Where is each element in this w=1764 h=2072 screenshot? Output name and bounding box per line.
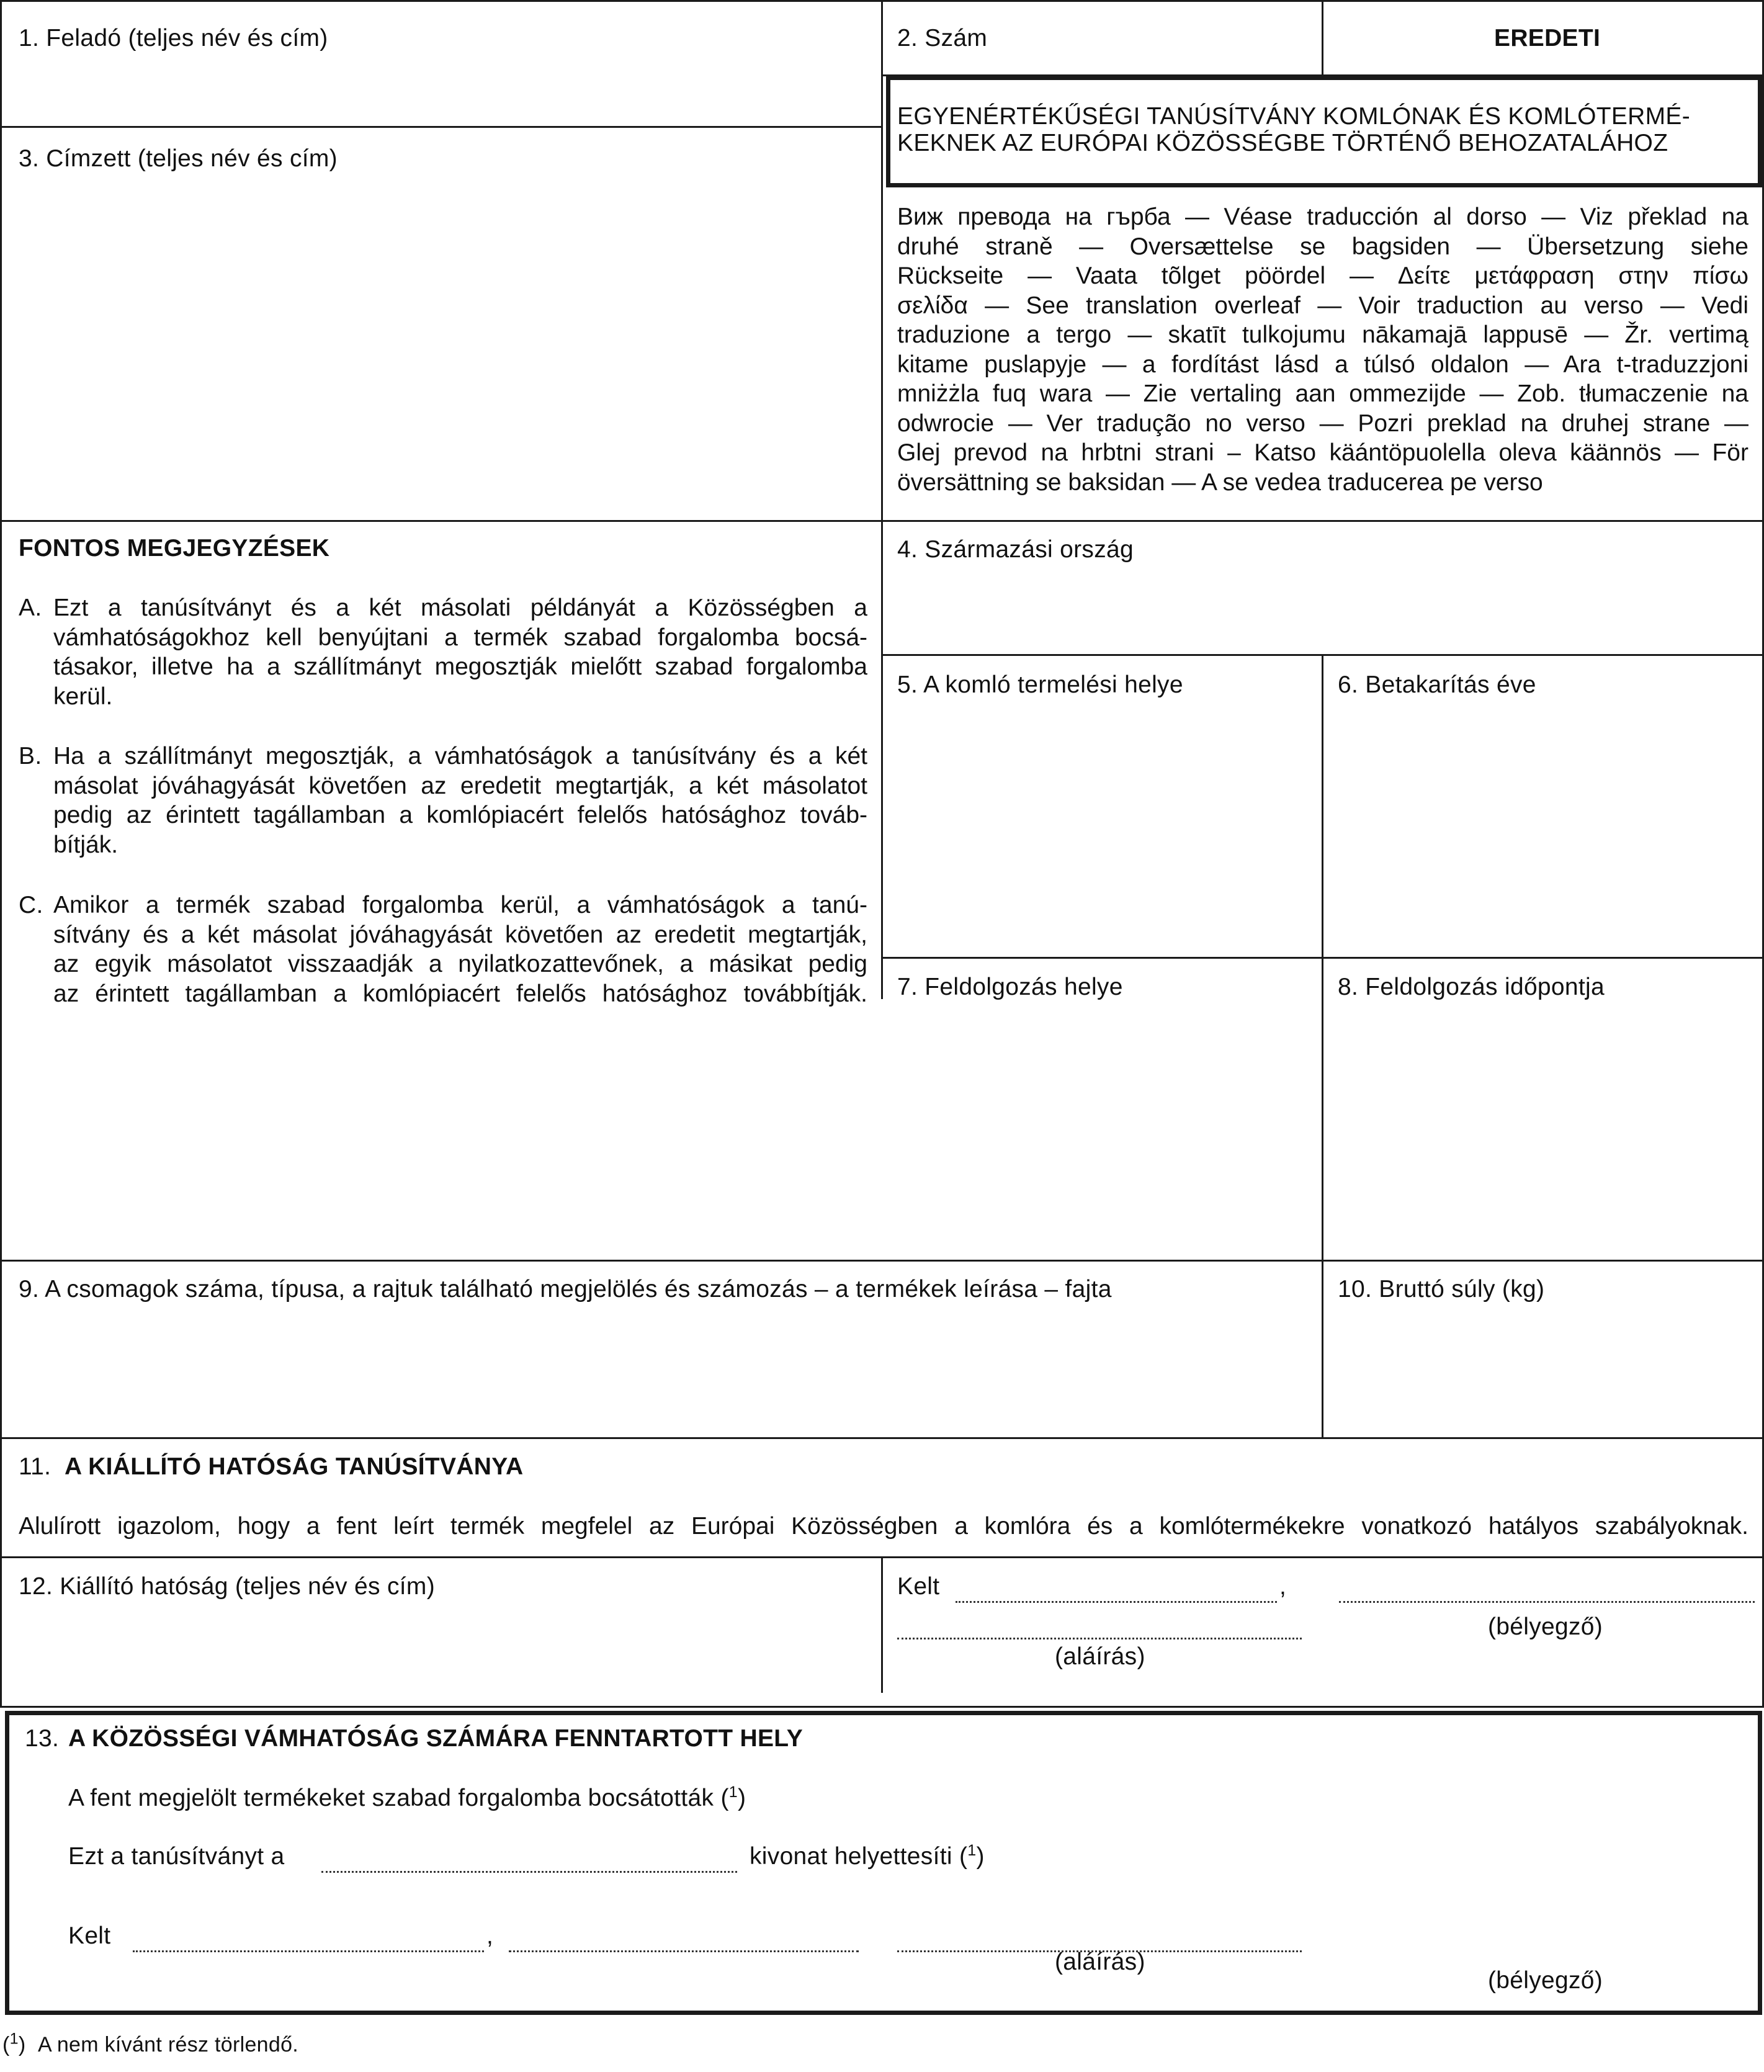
box13-line2-pre: Ezt a tanúsítványt a: [68, 1843, 285, 1870]
box13-signature-caption: (aláírás): [1055, 1949, 1145, 1975]
note-line: kerül.: [53, 683, 113, 710]
translation-line: druhé straně — Oversættelse se bagsiden — Übersetzung siehe: [897, 233, 1748, 260]
note-line: másolat jóváhagyását követően az eredetit megtartják, a két másolatot: [53, 772, 867, 799]
note-c-label: C.: [19, 892, 43, 918]
divider-box5-bottom: [881, 957, 1764, 959]
box7-label: 7. Feldolgozás helye: [897, 974, 1123, 1000]
box11-title: A KIÁLLÍTÓ HATÓSÁG TANÚSÍTVÁNYA: [65, 1453, 524, 1480]
box5-label: 5. A komló termelési helye: [897, 671, 1183, 698]
box6-label: 6. Betakarítás éve: [1338, 671, 1536, 698]
box12-place-field[interactable]: [956, 1584, 1277, 1603]
note-line: bítják.: [53, 831, 119, 858]
title-line-1: EGYENÉRTÉKŰSÉGI TANÚSÍTVÁNY KOMLÓNAK ÉS KOMLÓTERMÉ-: [897, 103, 1691, 130]
box13-line1: [68, 1783, 746, 1813]
note-line: az egyik másolatot visszaadják a nyilatkozattevőnek, a másikat pedig: [53, 951, 867, 977]
box12-label: 12. Kiállító hatóság (teljes név és cím): [19, 1573, 435, 1600]
note-line: Amikor a termék szabad forgalomba kerül, a vámhatóságok a tanú-: [53, 892, 867, 918]
note-b-text: [53, 742, 867, 859]
box3-label: 3. Címzett (teljes név és cím): [19, 145, 338, 172]
translation-line: traduzione a tergo — skatīt tulkojumu nākamajā lappusē — Žr. vertimą: [897, 321, 1748, 348]
footnote-marker: 1: [9, 2030, 19, 2048]
footnote-ref: 1: [728, 1783, 738, 1801]
divider-col-right-top: [1322, 0, 1323, 76]
note-line: sítvány és a két másolat jóváhagyását követően az eredetit megtartják,: [53, 921, 867, 948]
close-paren: ): [737, 1785, 746, 1811]
box12-stamp-caption: (bélyegző): [1488, 1613, 1603, 1640]
original-label: EREDETI: [1494, 25, 1601, 52]
title-line-2: KEKNEK AZ EURÓPAI KÖZÖSSÉGBE TÖRTÉNŐ BEHOZATALÁHOZ: [897, 130, 1668, 156]
box13-extract-field[interactable]: [321, 1854, 737, 1873]
box13-stamp-caption: (bélyegző): [1488, 1967, 1603, 1994]
box13-comma: ,: [486, 1922, 494, 1949]
divider-row-box9: [0, 1260, 1764, 1262]
footnote-text: A nem kívánt rész törlendő.: [37, 2033, 299, 2056]
translation-line: odwrocie — Ver tradução no verso — Pozri preklad na druhej strane —: [897, 410, 1748, 437]
divider-col-main: [881, 0, 883, 999]
box1-label: 1. Feladó (teljes név és cím): [19, 25, 328, 52]
divider-box1-bottom: [0, 126, 882, 128]
note-line: Ha a szállítmányt megosztják, a vámhatóságok a tanúsítvány és a két: [53, 743, 867, 769]
translation-line: översättning se baksidan — A se vedea traducerea pe verso: [897, 469, 1543, 496]
form-border-left: [0, 0, 2, 1708]
box13-number: 13.: [25, 1725, 60, 1752]
divider-row-box11: [0, 1437, 1764, 1439]
translation-line: Виж превода на гърба — Véase traducción al dorso — Viz překlad na: [897, 204, 1748, 230]
box12-signature-field[interactable]: [897, 1621, 1302, 1639]
note-line: vámhatóságokhoz kell benyújtani a termék szabad forgalomba bocsá-: [53, 624, 867, 651]
note-a-text: [53, 593, 867, 711]
box12-kelt: Kelt: [897, 1573, 940, 1600]
notes-title: FONTOS MEGJEGYZÉSEK: [19, 535, 330, 562]
note-a-label: A.: [19, 594, 42, 621]
translation-line: Rückseite — Vaata tõlget pöördel — Δείτε μετάφραση στην πίσω: [897, 262, 1748, 289]
divider-row-box13: [0, 1706, 1764, 1708]
translation-line: Glej prevod na hrbtni strani – Katso käántöpuolella oleva käännös — För: [897, 439, 1748, 466]
note-line: tásakor, illetve ha a szállítmányt megosztják mielőtt szabad forgalomba: [53, 653, 867, 680]
box4-label: 4. Származási ország: [897, 536, 1134, 563]
box11-text: [19, 1512, 1748, 1541]
note-b-label: B.: [19, 743, 42, 769]
box2-label: 2. Szám: [897, 25, 988, 52]
box12-comma: ,: [1279, 1573, 1287, 1600]
translation-line: σελίδα — See translation overleaf — Voir traduction au verso — Vedi: [897, 292, 1748, 319]
box13-line2-post-text: kivonat helyettesíti (: [750, 1843, 968, 1870]
divider-col-box12: [881, 1556, 883, 1693]
divider-col-box6: [1322, 654, 1323, 1438]
box13-kelt: Kelt: [68, 1922, 111, 1949]
translation-line: kitame puslapyje — a fordítást lásd a túlsó oldalon — Ara t-traduzzjoni: [897, 351, 1748, 378]
close-paren: ): [976, 1843, 985, 1870]
box13-place-field[interactable]: [133, 1934, 484, 1952]
box9-label: 9. A csomagok száma, típusa, a rajtuk található megjelölés és számozás – a termékek leírása – fajta: [19, 1276, 1112, 1303]
box8-label: 8. Feldolgozás időpontja: [1338, 974, 1605, 1000]
box11-text-line: Alulírott igazolom, hogy a fent leírt termék megfelel az Európai Közösségben a komlóra és a komlótermékekre vonatkozó hatályos szabályoknak.: [19, 1513, 1748, 1540]
note-c-text: [53, 890, 867, 1008]
footnote-ref: 1: [967, 1842, 977, 1859]
box12-signature-caption: (aláírás): [1055, 1643, 1145, 1670]
box13-line1-text: A fent megjelölt termékeket szabad forgalomba bocsátották (: [68, 1785, 729, 1811]
box10-label: 10. Bruttó súly (kg): [1338, 1276, 1545, 1303]
footnote: ($^1$) A nem kívánt rész törlendő.: [2, 2030, 299, 2056]
box13-date-field[interactable]: [509, 1934, 859, 1952]
box13-line2-post: [750, 1842, 985, 1871]
divider-row-notes: [0, 520, 1764, 522]
translation-line: mniżżla fuq wara — Zie vertaling aan ommezijde — Zob. tłumaczenie na: [897, 380, 1748, 407]
translation-notice: [897, 202, 1748, 497]
box12-date-field[interactable]: [1339, 1584, 1755, 1603]
box11-number: 11.: [19, 1453, 51, 1480]
note-line: Ezt a tanúsítványt és a két másolati példányát a Közösségben a: [53, 594, 867, 621]
note-line: pedig az érintett tagállamban a komlópiacért felelős hatósághoz továb-: [53, 802, 867, 828]
note-line: az érintett tagállamban a komlópiacért felelős hatósághoz továbbítják.: [53, 980, 867, 1007]
box13-title: A KÖZÖSSÉGI VÁMHATÓSÁG SZÁMÁRA FENNTARTOTT HELY: [68, 1725, 804, 1752]
